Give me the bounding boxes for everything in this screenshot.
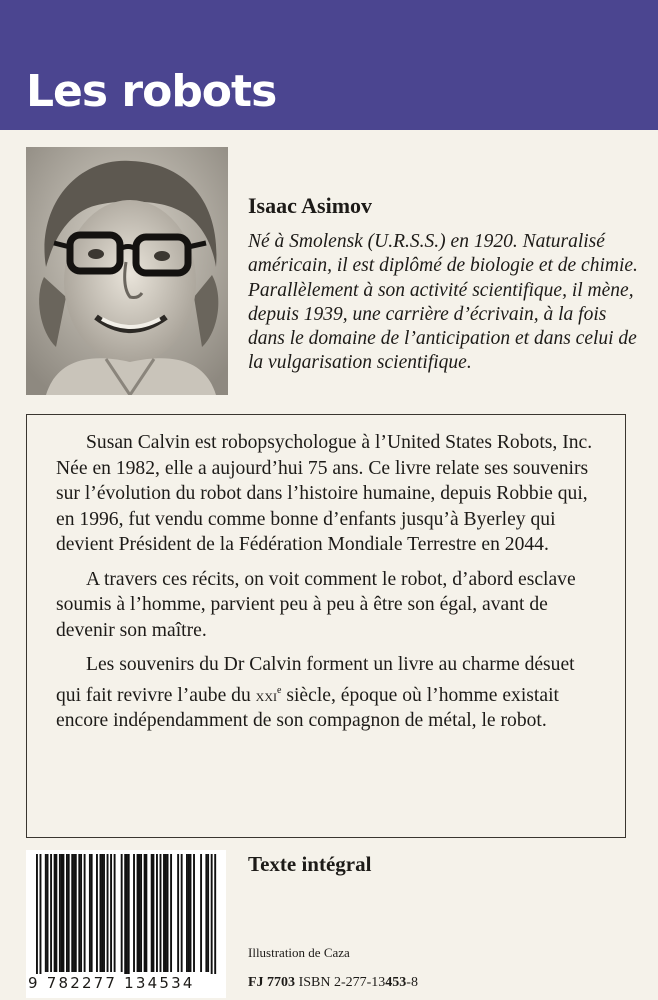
barcode-number: 9 782277 134534 bbox=[28, 974, 195, 992]
barcode-bar bbox=[156, 854, 158, 972]
summary-paragraph-3-start: Les souvenirs du Dr Calvin forment un livre au charme désuet qui fait revivre l’aube du bbox=[56, 654, 575, 706]
barcode-bar bbox=[80, 854, 82, 972]
barcode-bar bbox=[152, 854, 154, 972]
summary-paragraph-1: Susan Calvin est robopsychologue à l’United States Robots, Inc. Née en 1982, elle a aujourd’hui 75 ans. Ce livre relate ses souvenirs sur l’évolution du robot dans l’histoire humaine, depuis Robbie qui, en 1996, fut vendu comme bonne d’enfants jusqu’à Byerley qui devient Président de la Fédération Mondiale Terrestre en 2044. bbox=[56, 432, 593, 555]
barcode-bar bbox=[214, 854, 216, 974]
barcode-bar bbox=[124, 854, 126, 974]
author-photo bbox=[26, 147, 228, 395]
illustration-credit: Illustration de Caza bbox=[248, 945, 350, 960]
barcode-bar bbox=[68, 854, 70, 972]
barcode-bar bbox=[62, 854, 64, 972]
barcode-bar bbox=[151, 854, 153, 972]
barcode-bar bbox=[190, 854, 192, 972]
barcode-bar bbox=[61, 854, 63, 972]
barcode-bar bbox=[73, 854, 75, 972]
barcode-bar bbox=[193, 854, 195, 972]
barcode-bar bbox=[89, 854, 91, 972]
barcode-bar bbox=[114, 854, 116, 972]
barcode-bar bbox=[181, 854, 183, 972]
century-numeral: xxi bbox=[255, 685, 277, 705]
isbn-bold-part: 453 bbox=[385, 975, 407, 990]
barcode-bar bbox=[177, 854, 179, 972]
barcode-bars bbox=[26, 850, 226, 974]
barcode-bar bbox=[101, 854, 103, 972]
isbn-prefix: ISBN 2-277-13 bbox=[298, 975, 386, 990]
barcode-bar bbox=[128, 854, 130, 974]
series-code: FJ 7703 bbox=[248, 975, 296, 990]
barcode-bar bbox=[50, 854, 52, 972]
barcode-bar bbox=[100, 854, 102, 972]
barcode-bar bbox=[145, 854, 147, 972]
barcode-bar bbox=[47, 854, 49, 972]
barcode-bar bbox=[163, 854, 165, 972]
barcode-bar bbox=[170, 854, 172, 972]
author-bio: Né à Smolensk (U.R.S.S.) en 1920. Naturalisé américain, il est diplômé de biologie et de chimie. Parallèlement à son activité scientifique, il mène, depuis 1939, une carrière d’écrivain, à la fois dans le domaine de l’anticipation et dans celui de la vulgarisation scientifique. bbox=[248, 231, 638, 374]
barcode-bar bbox=[211, 854, 213, 974]
summary-paragraph-3-end: siècle, époque où l’homme existait encore indépendamment de son compagnon de métal, le robot. bbox=[56, 684, 559, 731]
barcode-bar bbox=[160, 854, 162, 972]
summary-paragraph-3 bbox=[56, 652, 604, 734]
barcode-bar bbox=[40, 854, 42, 974]
barcode-bar bbox=[110, 854, 112, 972]
barcode-bar bbox=[71, 854, 73, 972]
barcode-bar bbox=[55, 854, 57, 972]
barcode-bar bbox=[84, 854, 86, 972]
barcode-bar bbox=[121, 854, 123, 972]
catalog-reference bbox=[248, 975, 418, 991]
isbn-suffix: -8 bbox=[406, 975, 418, 990]
barcode-bar bbox=[54, 854, 56, 972]
barcode-bar bbox=[126, 854, 128, 974]
barcode-bar bbox=[96, 854, 98, 972]
barcode-bar bbox=[138, 854, 140, 972]
book-title: Les robots bbox=[26, 66, 277, 117]
barcode-bar bbox=[91, 854, 93, 972]
barcode-bar bbox=[144, 854, 146, 972]
author-name: Isaac Asimov bbox=[248, 193, 373, 218]
barcode-bar bbox=[207, 854, 209, 972]
barcode-bar bbox=[205, 854, 207, 972]
barcode-bar bbox=[59, 854, 61, 972]
barcode-bar bbox=[133, 854, 135, 972]
barcode-bar bbox=[107, 854, 109, 972]
barcode-bar bbox=[75, 854, 77, 972]
barcode-bar bbox=[78, 854, 80, 972]
barcode-bar bbox=[167, 854, 169, 972]
barcode-bar bbox=[137, 854, 139, 972]
author-portrait-image bbox=[26, 147, 228, 395]
summary-paragraph-2: A travers ces récits, on voit comment le robot, d’abord esclave soumis à l’homme, parvient peu à peu à être son égal, avant de devenir son maître. bbox=[56, 568, 576, 641]
barcode-bar bbox=[188, 854, 190, 972]
title-band bbox=[0, 0, 658, 130]
barcode-bar bbox=[36, 854, 38, 974]
century-superscript: e bbox=[277, 684, 282, 696]
barcode-bar bbox=[140, 854, 142, 972]
barcode-bar bbox=[103, 854, 105, 972]
barcode-bar bbox=[45, 854, 47, 972]
summary-text bbox=[56, 430, 604, 743]
barcode-bar bbox=[66, 854, 68, 972]
barcode-bar bbox=[186, 854, 188, 972]
edition-label: Texte intégral bbox=[248, 852, 372, 876]
barcode-bar bbox=[165, 854, 167, 972]
barcode-bar bbox=[200, 854, 202, 972]
